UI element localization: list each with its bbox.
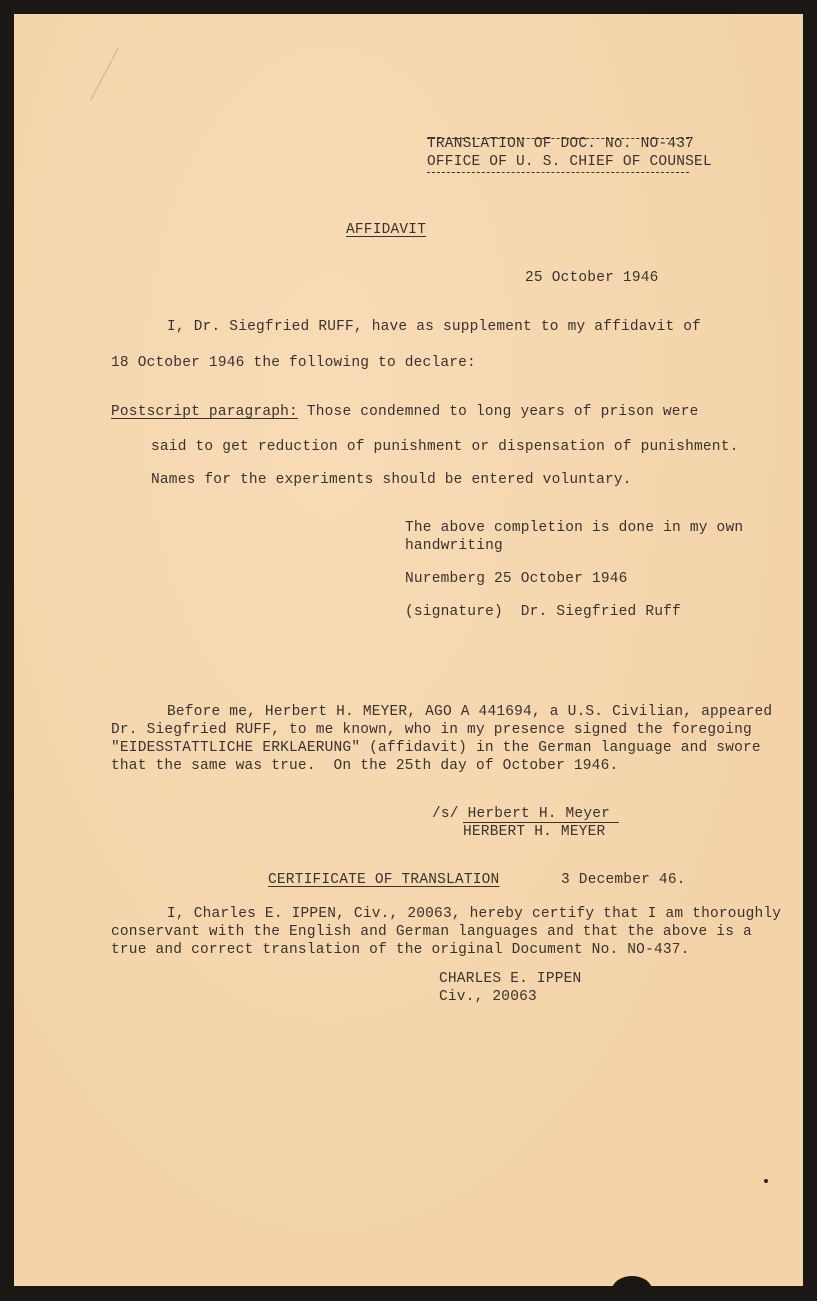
certificate-line-2: conservant with the English and German languages and that the above is a <box>111 924 752 940</box>
completion-place-date: Nuremberg 25 October 1946 <box>405 571 628 587</box>
certificate-signature-id: Civ., 20063 <box>439 989 537 1005</box>
postscript-label: Postscript paragraph: <box>111 404 298 420</box>
certificate-line-3: true and correct translation of the original Document No. NO-437. <box>111 942 690 958</box>
jurat-line-1: Before me, Herbert H. MEYER, AGO A 441694, a U.S. Civilian, appeared <box>167 704 773 720</box>
postscript-line-1-text: Those condemned to long years of prison were <box>297 404 699 420</box>
jurat-signature-line-1: /s/ Herbert H. Meyer <box>432 806 611 822</box>
page-edge-tear <box>612 1276 652 1290</box>
intro-line-2: 18 October 1946 the following to declare: <box>111 355 476 371</box>
jurat-signature-rule <box>463 822 619 823</box>
postscript-line-1 <box>111 404 699 420</box>
certificate-date: 3 December 46. <box>561 872 686 888</box>
header-bottom-rule <box>427 172 689 173</box>
affidavit-title: AFFIDAVIT <box>346 222 427 238</box>
jurat-signature-line-2: HERBERT H. MEYER <box>463 824 606 840</box>
paper-scratch-mark <box>90 47 119 100</box>
postscript-line-3: Names for the experiments should be entered voluntary. <box>151 472 632 488</box>
certificate-line-1: I, Charles E. IPPEN, Civ., 20063, hereby certify that I am thoroughly <box>167 906 782 922</box>
completion-line-1: The above completion is done in my own <box>405 520 744 536</box>
certificate-signature-name: CHARLES E. IPPEN <box>439 971 582 987</box>
header-line-2: OFFICE OF U. S. CHIEF OF COUNSEL <box>427 154 712 170</box>
header-top-rule <box>427 138 689 139</box>
completion-signature: (signature) Dr. Siegfried Ruff <box>405 604 681 620</box>
header-line-1: TRANSLATION OF DOC. No. NO-437 <box>427 136 695 152</box>
completion-line-2: handwriting <box>405 538 503 554</box>
jurat-line-4: that the same was true. On the 25th day of October 1946. <box>111 758 619 774</box>
affidavit-date: 25 October 1946 <box>525 270 659 286</box>
jurat-line-3: "EIDESSTATTLICHE ERKLAERUNG" (affidavit) in the German language and swore <box>111 740 761 756</box>
jurat-line-2: Dr. Siegfried RUFF, to me known, who in my presence signed the foregoing <box>111 722 752 738</box>
document-page <box>14 14 803 1286</box>
intro-line-1: I, Dr. Siegfried RUFF, have as supplement to my affidavit of <box>167 319 702 335</box>
postscript-line-2: said to get reduction of punishment or dispensation of punishment. <box>151 439 739 455</box>
certificate-title: CERTIFICATE OF TRANSLATION <box>268 872 500 888</box>
ink-dot <box>764 1179 768 1183</box>
